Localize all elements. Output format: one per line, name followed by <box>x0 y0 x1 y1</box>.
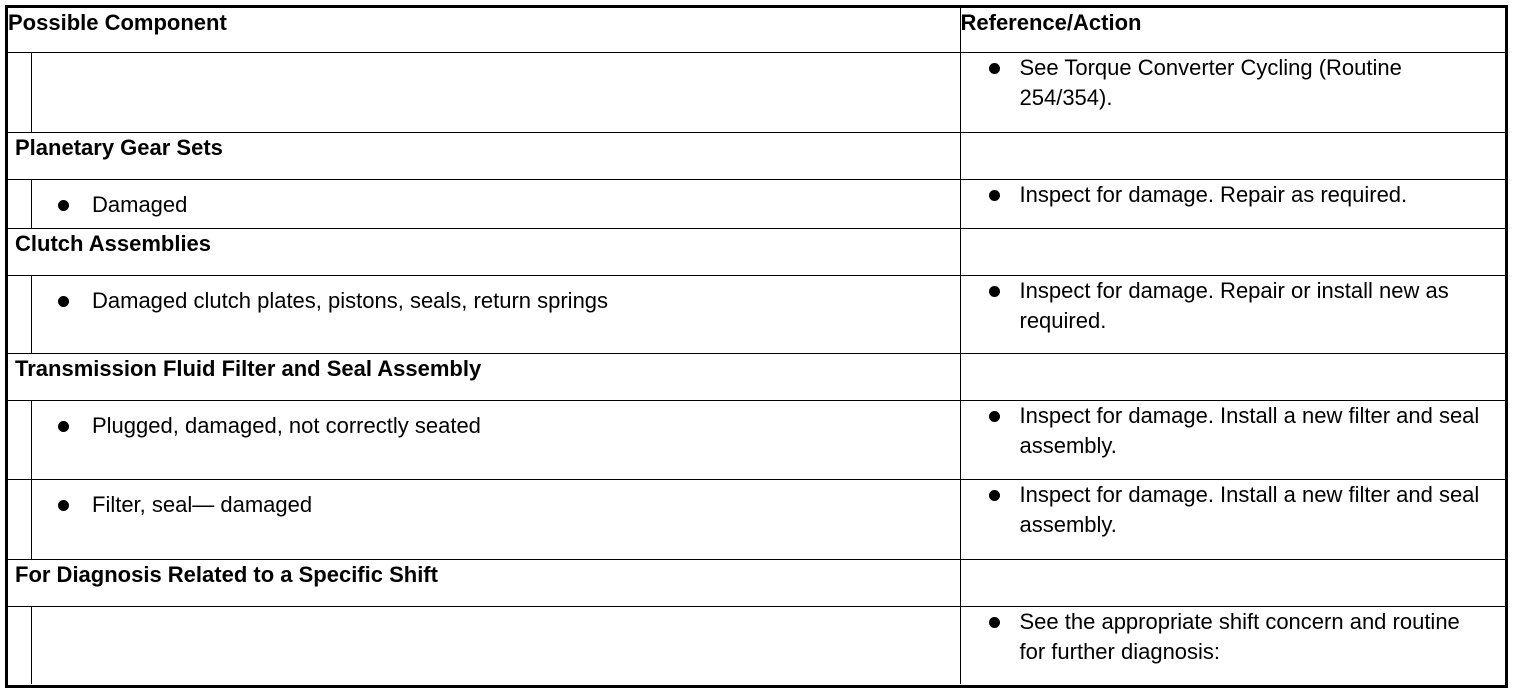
action-cell <box>960 480 1505 560</box>
bullet-icon <box>989 490 1000 501</box>
bullet-icon <box>58 500 69 511</box>
action-cell <box>960 180 1505 229</box>
table-row <box>8 180 1505 229</box>
table-row <box>8 480 1505 560</box>
bullet-icon <box>58 296 69 307</box>
table-row <box>8 401 1505 480</box>
component-cell <box>8 480 960 560</box>
section-title: Clutch Assemblies <box>8 229 960 276</box>
component-cell <box>8 180 960 229</box>
bullet-icon <box>989 190 1000 201</box>
section-row <box>8 560 1505 607</box>
section-empty-cell <box>960 133 1505 180</box>
section-title: Planetary Gear Sets <box>8 133 960 180</box>
component-text: Damaged <box>92 192 188 217</box>
action-text: See the appropriate shift concern and routine for further diagnosis: <box>1019 609 1460 664</box>
bullet-icon <box>989 617 1000 628</box>
section-empty-cell <box>960 354 1505 401</box>
section-title: For Diagnosis Related to a Specific Shift <box>8 560 960 607</box>
component-text: Damaged clutch plates, pistons, seals, return springs <box>92 288 609 313</box>
section-title: Transmission Fluid Filter and Seal Assembly <box>8 354 960 401</box>
diagnosis-table-frame <box>5 5 1508 688</box>
bullet-icon <box>58 200 69 211</box>
section-row <box>8 229 1505 276</box>
header-reference-action: Reference/Action <box>960 8 1505 53</box>
bullet-icon <box>58 421 69 432</box>
action-text: Inspect for damage. Install a new filter and seal assembly. <box>1019 403 1480 458</box>
action-cell <box>960 401 1505 480</box>
action-cell <box>960 53 1505 133</box>
header-possible-component: Possible Component <box>8 8 960 53</box>
table-row <box>8 607 1505 685</box>
action-cell <box>960 607 1505 685</box>
bullet-icon <box>989 63 1000 74</box>
section-empty-cell <box>960 229 1505 276</box>
component-cell <box>8 401 960 480</box>
action-cell <box>960 276 1505 354</box>
component-cell <box>8 276 960 354</box>
section-empty-cell <box>960 560 1505 607</box>
table-row <box>8 276 1505 354</box>
table-row <box>8 53 1505 133</box>
table-header-row <box>8 8 1505 53</box>
section-row <box>8 354 1505 401</box>
action-text: Inspect for damage. Repair as required. <box>1019 182 1408 207</box>
component-cell <box>8 53 960 133</box>
diagnosis-table <box>8 8 1505 684</box>
bullet-icon <box>989 286 1000 297</box>
action-text: See Torque Converter Cycling (Routine 254/354). <box>1019 55 1402 110</box>
component-text: Filter, seal— damaged <box>92 492 313 517</box>
action-text: Inspect for damage. Install a new filter and seal assembly. <box>1019 482 1480 537</box>
section-row <box>8 133 1505 180</box>
component-cell <box>8 607 960 685</box>
bullet-icon <box>989 411 1000 422</box>
action-text: Inspect for damage. Repair or install new as required. <box>1019 278 1449 333</box>
component-text: Plugged, damaged, not correctly seated <box>92 413 481 438</box>
